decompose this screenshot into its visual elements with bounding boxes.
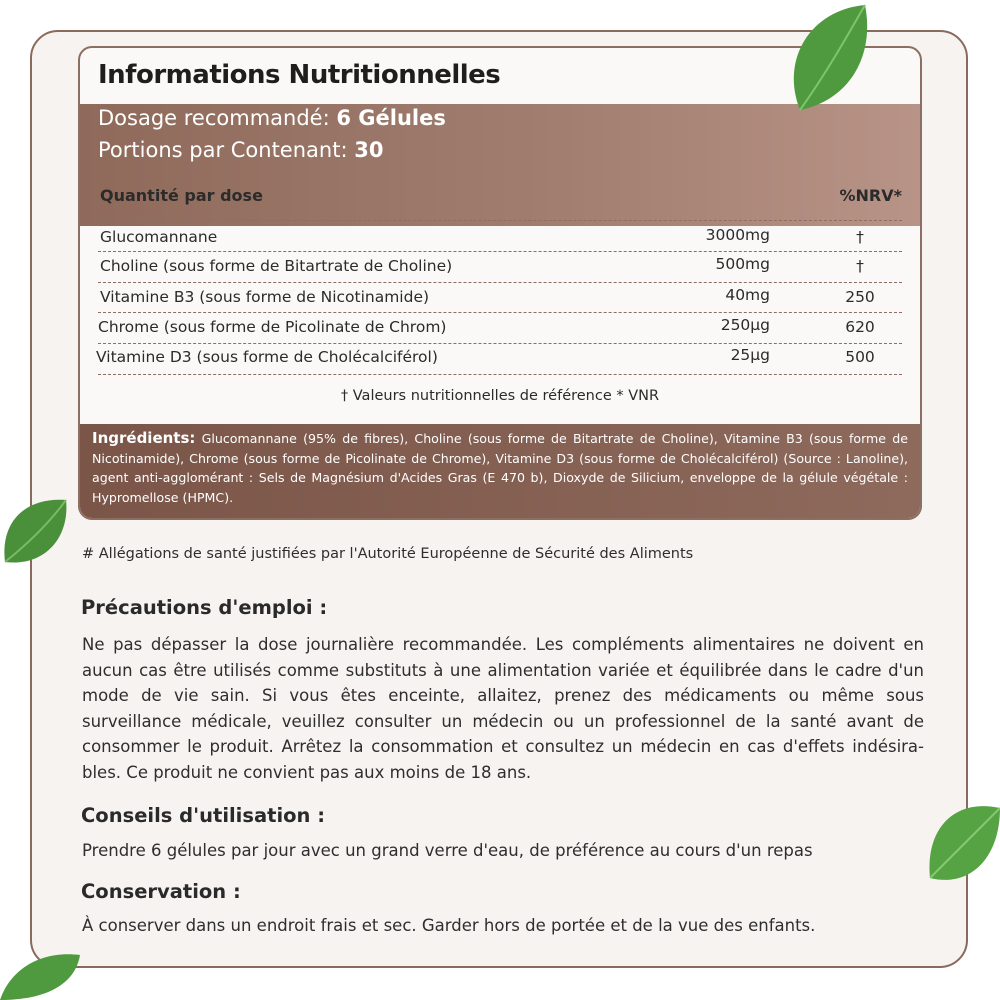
nutrient-amount: 40mg	[725, 286, 770, 304]
dosage-value: 6 Gélules	[336, 106, 446, 130]
table-footnote: † Valeurs nutritionnelles de référence * VNR	[340, 388, 660, 404]
conseils-text: Prendre 6 gélules par jour avec un grand verre d'eau, de préférence au cours d'un repas	[82, 841, 813, 860]
divider	[98, 374, 902, 375]
table-row	[80, 344, 920, 374]
nutrient-name: Choline (sous forme de Bitartrate de Choline)	[100, 257, 453, 275]
dosage-line	[98, 106, 446, 130]
nutrient-name: Vitamine D3 (sous forme de Cholécalciférol)	[96, 348, 438, 366]
conservation-text: À conserver dans un endroit frais et sec. Garder hors de portée et de la vue des enfants.	[82, 916, 816, 935]
table-row	[80, 314, 920, 344]
divider	[98, 251, 902, 252]
nutrient-name: Glucomannane	[100, 228, 218, 246]
table-header-quantity: Quantité par dose	[100, 186, 263, 205]
precautions-title: Précautions d'emploi :	[81, 596, 328, 619]
ingredients-box	[80, 424, 920, 520]
conservation-title: Conservation :	[81, 880, 241, 903]
nutrient-amount: 250µg	[720, 316, 770, 334]
portions-line	[98, 138, 383, 162]
nutrient-nrv: †	[856, 228, 864, 246]
ingredients-label: Ingrédients:	[92, 429, 196, 447]
nutrient-nrv: †	[856, 257, 864, 275]
nutrient-amount: 3000mg	[705, 226, 770, 244]
portions-value: 30	[354, 138, 384, 162]
table-row	[80, 224, 920, 254]
portions-label: Portions par Contenant:	[98, 138, 348, 162]
divider	[98, 220, 902, 221]
divider	[98, 282, 902, 283]
ingredients-text: Glucomannane (95% de fibres), Choline (sous forme de Bitartrate de Choline), Vitamine B3 (sous forme de Nicotinamide), Chrome (sous forme de Picolinate de Chrome), Vitamine D3 (sous forme de Cholécalciférol) (Source : Lanoline), agent anti-agglomérant : Sels de Magnésium d'Acides Gras (E 470 b), Dioxyde de Silicium, enveloppe de la gélule végétale : Hypromellose (HPMC).	[92, 431, 908, 505]
conseils-title: Conseils d'utilisation :	[81, 804, 326, 827]
nutrient-nrv: 250	[845, 288, 875, 306]
table-header-nrv: %NRV*	[839, 186, 902, 205]
nutrient-nrv: 500	[845, 348, 875, 366]
table-row	[80, 284, 920, 314]
leaf-icon	[780, 0, 880, 120]
nutrient-name: Vitamine B3 (sous forme de Nicotinamide)	[100, 288, 430, 306]
nutrient-nrv: 620	[845, 318, 875, 336]
leaf-icon	[925, 798, 1000, 890]
leaf-icon	[0, 492, 72, 574]
precautions-text: Ne pas dépasser la dose journalière recommandée. Les compléments alimentaires ne doivent en aucun cas être utilisés comme substituts à une alimentation variée et équilibrée dans le cadre d'un mode de vie sain. Si vous êtes enceinte, allaitez, prenez des médicaments ou même sous surveillance médicale, veuillez consulter un médecin ou un professionnel de la santé avant de consommer le produit. Arrêtez la consommation et consultez un médecin en cas d'effets indésira-bles. Ce produit ne convient pas aux moins de 18 ans.	[82, 635, 924, 782]
nutrient-amount: 500mg	[715, 255, 770, 273]
nutrient-name: Chrome (sous forme de Picolinate de Chrom)	[98, 318, 447, 336]
health-claims-note: # Allégations de santé justifiées par l'Autorité Européenne de Sécurité des Aliments	[82, 546, 694, 562]
dosage-label: Dosage recommandé:	[98, 106, 330, 130]
panel-title: Informations Nutritionnelles	[98, 60, 501, 90]
divider	[98, 312, 902, 313]
leaf-icon	[0, 950, 80, 1000]
table-row	[80, 253, 920, 283]
nutrient-amount: 25µg	[730, 346, 770, 364]
